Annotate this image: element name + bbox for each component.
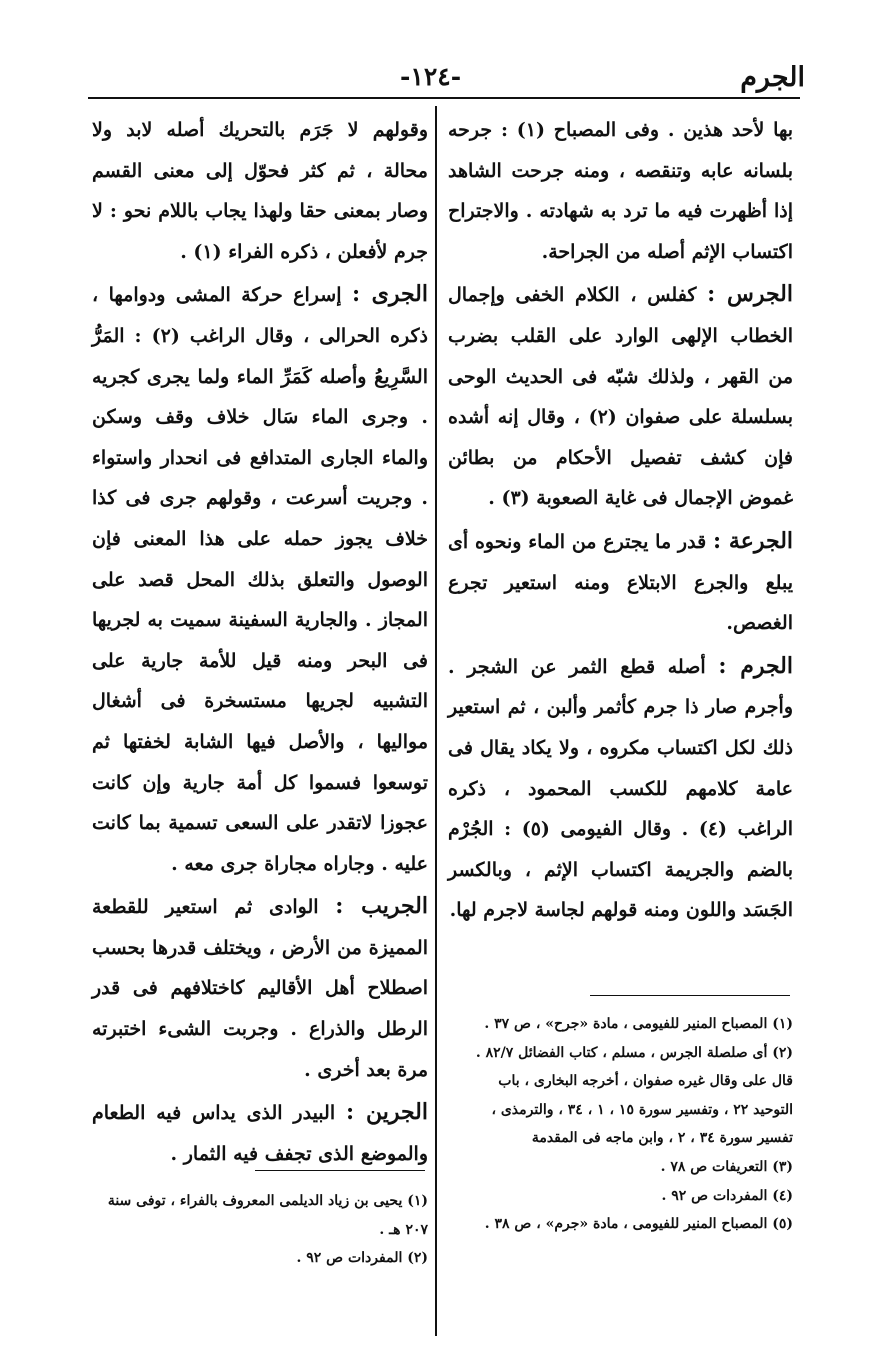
- entry-text: الوادى ثم استعير للقطعة المميزة من الأرض ، ويختلف قدرها بحسب اصطلاح أهل الأقاليم كاختلافهم فى قدر الرطل والذراع . وجربت الشىء اختبرته مرة بعد أخرى .: [92, 896, 428, 1081]
- entry-term: الجرس :: [707, 281, 793, 308]
- entry-term: الجرين :: [345, 1099, 428, 1126]
- entry-jarib: [92, 886, 428, 1090]
- entry-text: البيدر الذى يداس فيه الطعام والموضع الذى تجفف فيه الثمار .: [92, 1102, 428, 1165]
- footnotes-left: [92, 1187, 428, 1273]
- entry-text: كفلس ، الكلام الخفى وإجمال الخطاب الإلهى الوارد على القلب بضرب من القهر ، ولذلك شبّه فى الحديث الوحى بسلسلة على صفوان (٢) ، وقال إنه أشده فإن كشف تفصيل الأحكام من بطائن غموض الإجمال فى غاية الصعوبة (٣) .: [448, 284, 794, 510]
- footnote: (٢) أى صلصلة الجرس ، مسلم ، كتاب الفضائل ٨٢/٧ .: [475, 1044, 793, 1061]
- footnote: (٢) المفردات ص ٩٢ .: [296, 1250, 428, 1267]
- entry-text: قدر ما يجترع من الماء ونحوه أى يبلع والجرع الابتلاع ومنه استعير تجرع الغصص.: [448, 530, 793, 635]
- entry-text: أصله قطع الثمر عن الشجر . وأجرم صار ذا جرم كأثمر وألبن ، ثم استعير ذلك لكل اكتساب مكروه ، ولا يكاد يقال فى عامة كلامهم للكسب المحمود ، ذكره الراغب (٤) . وقال الفيومى (٥) : الجُرْم بالضم والجريمة اكتساب الإثم ، وبالكسر الجَسَد واللون ومنه قولهم لجاسة لاجرم لها.: [448, 655, 793, 922]
- footnote: التوحيد ٢٢ ، وتفسير سورة ١٥ ، ١ ، ٣٤ ، والترمذى ،: [491, 1101, 793, 1118]
- page-number: -١٢٤-: [400, 62, 462, 91]
- entry-jarin: [92, 1092, 428, 1174]
- right-column-continuation: بها لأحد هذين . وفى المصباح (١) : جرحه بلسانه عابه وتنقصه ، ومنه جرحت الشاهد إذا أظهرت فيه ما ترد به شهادته . والاجتراح اكتساب الإثم أصله من الجراحة.: [448, 119, 793, 263]
- footnote-rule-left: [255, 1170, 425, 1171]
- footnote: (٤) المفردات ص ٩٢ .: [661, 1187, 793, 1204]
- column-divider: [435, 106, 437, 1336]
- entry-text: إسراع حركة المشى ودوامها ، ذكره الحرالى ، وقال الراغب (٢) : المَرُّ السَّرِيعُ وأصله كَمَرِّ الماء ولما يجرى كجريه . وجرى الماء سَال خلاف وقف وسكن والماء الجارى المتدافع فى انحدار واستواء . وجريت أسرعت ، وقولهم جرى فى كذا خلاف يجوز حمله على هذا المعنى فإن الوصول والتعلق بذلك المحل قصد على المجاز . والجارية السفينة سميت به لجريها فى البحر ومنه قيل للأمة جارية على التشبيه لجريها مستسخرة فى أشغال مواليها ، والأصل فيها الشابة لخفتها ثم توسعوا فسموا كل أمة جارية وإن كانت عجوزا لاتقدر على السعى تسمية بما كانت عليه . وجاراه مجاراة جرى معه .: [92, 284, 428, 875]
- left-column-continuation: وقولهم لا جَرَم بالتحريك أصله لابد ولا محالة ، ثم كثر فحوّل إلى معنى القسم وصار بمعنى حقا ولهذا يجاب باللام نحو : لا جرم لأفعلن ، ذكره الفراء (١) .: [92, 119, 428, 263]
- footnote: قال على وقال غيره صفوان ، أخرجه البخارى ، باب: [498, 1073, 793, 1090]
- entry-jars: [448, 274, 793, 519]
- entry-jurah: [448, 521, 793, 644]
- footnote: (٥) المصباح المنير للفيومى ، مادة «جرم» ، ص ٣٨ .: [484, 1216, 793, 1233]
- footnotes-right: [448, 1010, 793, 1239]
- header-rule: [88, 97, 800, 99]
- footnote: (٣) التعريفات ص ٧٨ .: [660, 1158, 793, 1175]
- footnote: (١) يحيى بن زياد الديلمى المعروف بالفراء ، توفى سنة ٢٠٧ هـ .: [107, 1193, 428, 1238]
- entry-term: الجرى :: [351, 281, 428, 308]
- footnote-rule-right: [590, 995, 790, 996]
- entry-term: الجرعة :: [712, 527, 794, 554]
- running-header-word: الجرم: [740, 62, 805, 93]
- entry-term: الجريب :: [335, 893, 428, 920]
- entry-jarm: [448, 646, 793, 931]
- footnote: تفسير سورة ٣٤ ، ٢ ، وابن ماجه فى المقدمة: [531, 1130, 793, 1147]
- entry-term: الجرم :: [718, 652, 793, 679]
- footnote: (١) المصباح المنير للفيومى ، مادة «جرح» ، ص ٣٧ .: [484, 1016, 793, 1032]
- entry-jary: [92, 274, 428, 884]
- right-column: [448, 110, 793, 931]
- left-column: [92, 110, 428, 1174]
